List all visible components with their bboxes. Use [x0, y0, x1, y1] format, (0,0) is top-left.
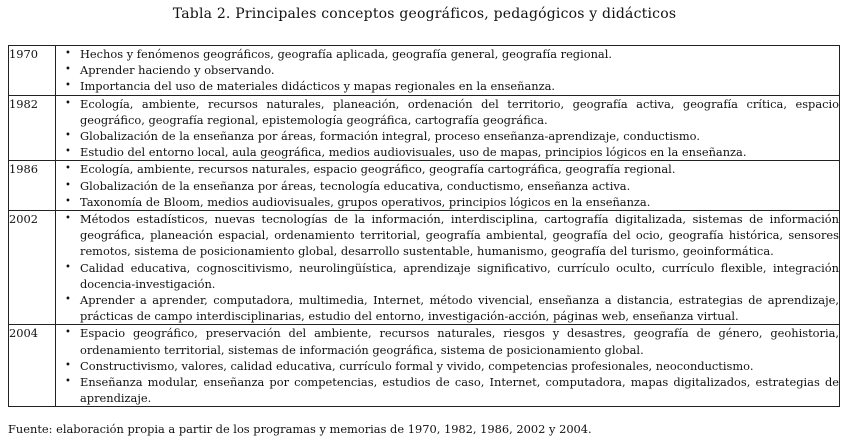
item-text: Globalización de la enseñanza por áreas, formación integral, proceso enseñanza-aprendizaje, conductismo.	[80, 129, 700, 144]
table-row	[9, 325, 840, 407]
items-cell	[56, 211, 840, 325]
bullet-icon: •	[65, 179, 71, 191]
list-item	[56, 358, 839, 374]
bullet-icon: •	[65, 376, 71, 388]
list-item	[56, 62, 839, 78]
bullet-icon: •	[65, 294, 71, 306]
item-text: Ecología, ambiente, recursos naturales, planeación, ordenación del territorio, geografía activa, geografía crítica, espacio geográfico, geografía regional, epistemología geográfica, cartografía geográfica.	[80, 96, 839, 127]
bullet-icon: •	[65, 48, 71, 59]
items-cell	[56, 95, 840, 161]
bullet-icon: •	[65, 64, 71, 76]
concept-list	[56, 46, 839, 95]
bullet-icon: •	[65, 163, 71, 175]
concept-list	[56, 211, 839, 324]
item-text: Métodos estadísticos, nuevas tecnologías de la información, interdisciplina, cartografía digitalizada, sistemas de información geográfica, planeación espacial, ordenamiento territorial, geografía ambiental, geografía del ocio, geografía histórica, sensores remotos, sistema de posicionamiento global, desarrollo sustentable, humanismo, geografía del turismo, geoinformática.	[80, 212, 839, 259]
list-item	[56, 46, 839, 62]
list-item	[56, 78, 839, 94]
item-text: Aprender a aprender, computadora, multimedia, Internet, método vivencial, enseñanza a distancia, estrategias de aprendizaje, prácticas de campo interdisciplinarias, estudio del entorno, investigación-acción, páginas web, enseñanza virtual.	[80, 293, 839, 324]
bullet-icon: •	[65, 327, 71, 339]
bullet-icon: •	[65, 130, 71, 142]
concepts-table	[8, 45, 840, 407]
table-title: Tabla 2. Principales conceptos geográficos, pedagógicos y didácticos	[172, 6, 677, 22]
list-item	[56, 144, 839, 160]
table-row	[9, 211, 840, 325]
year-cell: 2002	[9, 211, 56, 325]
list-item	[56, 178, 839, 194]
item-text: Espacio geográfico, preservación del ambiente, recursos naturales, riesgos y desastres, geografía de género, geohistoria, ordenamiento territorial, sistemas de información geográfica, sistema de posicionamiento global.	[80, 326, 839, 357]
list-item	[56, 194, 839, 210]
items-cell	[56, 161, 840, 211]
year-cell: 1986	[9, 161, 56, 211]
concept-list	[56, 96, 839, 161]
list-item	[56, 260, 839, 292]
item-text: Constructivismo, valores, calidad educativa, currículo formal y vivido, competencias profesionales, neoconductismo.	[80, 358, 754, 373]
table-row	[9, 46, 840, 96]
item-text: Taxonomía de Bloom, medios audiovisuales, grupos operativos, principios lógicos en la enseñanza.	[80, 194, 651, 209]
list-item	[56, 96, 839, 128]
bullet-icon: •	[65, 359, 71, 371]
item-text: Estudio del entorno local, aula geográfica, medios audiovisuales, uso de mapas, principios lógicos en la enseñanza.	[80, 145, 747, 160]
list-item	[56, 211, 839, 260]
item-text: Enseñanza modular, enseñanza por competencias, estudios de caso, Internet, computadora, mapas digitalizados, estrategias de aprendizaje.	[80, 375, 839, 406]
concept-list	[56, 325, 839, 406]
table-row	[9, 95, 840, 161]
list-item	[56, 128, 839, 144]
item-text: Hechos y fenómenos geográficos, geografía aplicada, geografía general, geografía regional.	[80, 47, 612, 61]
items-cell	[56, 325, 840, 407]
list-item	[56, 292, 839, 324]
bullet-icon: •	[65, 213, 71, 225]
list-item	[56, 374, 839, 406]
item-text: Globalización de la enseñanza por áreas, tecnología educativa, conductismo, enseñanza activa.	[80, 178, 631, 193]
year-cell: 1982	[9, 95, 56, 161]
item-text: Aprender haciendo y observando.	[80, 63, 275, 78]
bullet-icon: •	[65, 195, 71, 207]
items-cell	[56, 46, 840, 96]
item-text: Calidad educativa, cognoscitivismo, neurolingüística, aprendizaje significativo, currículo oculto, currículo flexible, integración docencia-investigación.	[80, 260, 839, 291]
bullet-icon: •	[65, 80, 71, 92]
concept-list	[56, 161, 839, 210]
year-cell: 2004	[9, 325, 56, 407]
item-text: Ecología, ambiente, recursos naturales, espacio geográfico, geografía cartográfica, geografía regional.	[80, 162, 676, 177]
source-note: Fuente: elaboración propia a partir de los programas y memorias de 1970, 1982, 1986, 2002 y 2004.	[8, 422, 592, 436]
bullet-icon: •	[65, 97, 71, 109]
bullet-icon: •	[65, 261, 71, 273]
year-cell: 1970	[9, 46, 56, 96]
list-item	[56, 161, 839, 177]
item-text: Importancia del uso de materiales didácticos y mapas regionales en la enseñanza.	[80, 79, 556, 94]
table-row	[9, 161, 840, 211]
bullet-icon: •	[65, 146, 71, 158]
list-item	[56, 325, 839, 357]
